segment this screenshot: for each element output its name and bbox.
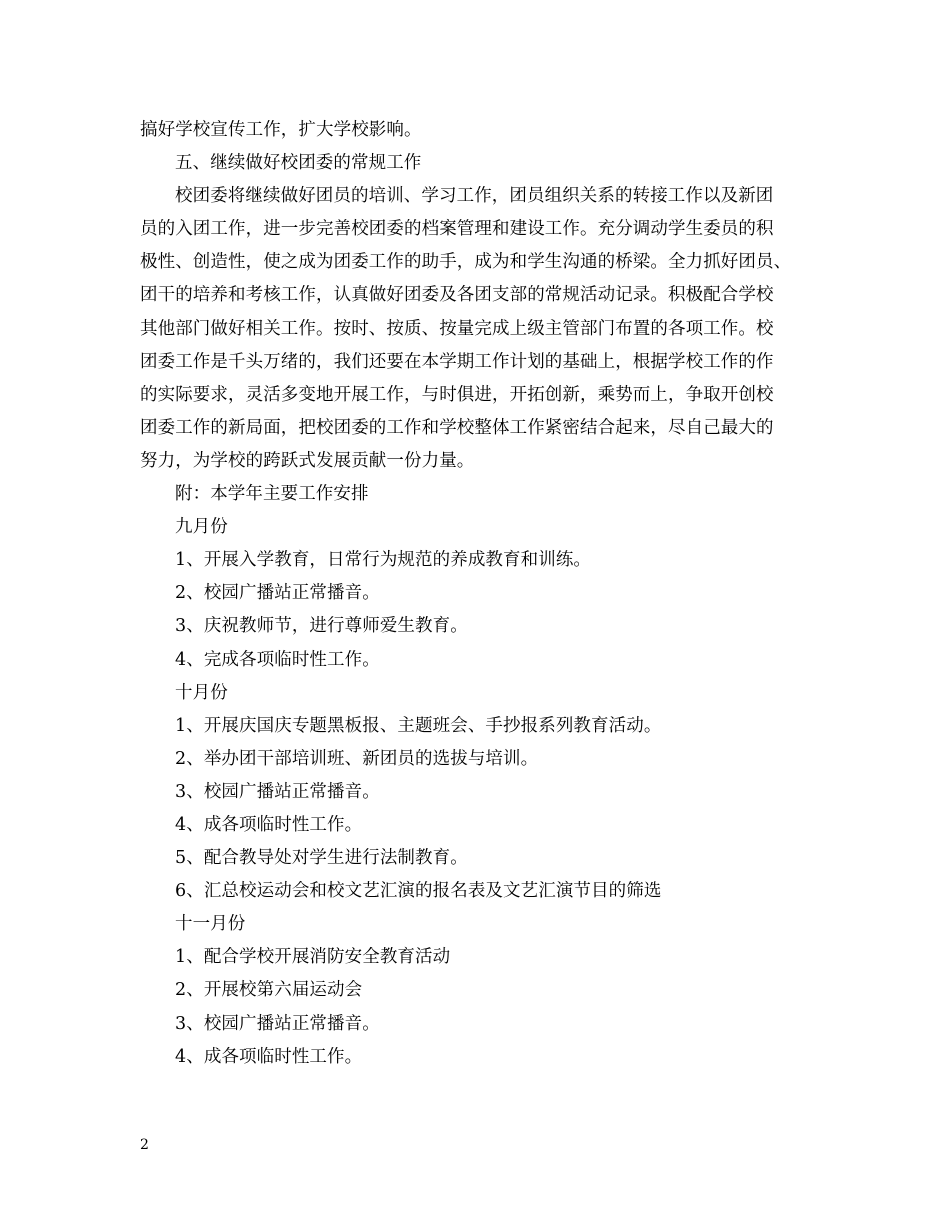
text-line-4: 员的入团工作，进一步完善校团委的档案管理和建设工作。充分调动学生委员的积 (140, 219, 774, 240)
text-line-11: 努力，为学校的跨跃式发展贡献一份力量。 (140, 450, 475, 471)
list-item: 6、汇总校运动会和校文艺汇演的报名表及文艺汇演节目的筛选 (175, 881, 662, 902)
list-item: 4、成各项临时性工作。 (175, 814, 363, 835)
appendix-heading: 附：本学年主要工作安排 (175, 484, 369, 505)
text-line-9: 的实际要求，灵活多变地开展工作，与时俱进，开拓创新，乘势而上，争取开创校 (140, 384, 774, 405)
text-line-7: 其他部门做好相关工作。按时、按质、按量完成上级主管部门布置的各项工作。校 (140, 318, 774, 339)
list-item: 1、开展入学教育，日常行为规范的养成教育和训练。 (175, 550, 592, 571)
list-item: 4、成各项临时性工作。 (175, 1046, 363, 1067)
page-number: 2 (140, 1137, 149, 1153)
list-item: 3、校园广播站正常播音。 (175, 781, 380, 802)
list-item: 3、庆祝教师节，进行尊师爱生教育。 (175, 616, 468, 637)
list-item: 3、校园广播站正常播音。 (175, 1013, 380, 1034)
list-item: 1、配合学校开展消防安全教育活动 (175, 947, 451, 968)
month-heading-october: 十月份 (175, 682, 228, 703)
section-heading-5: 五、继续做好校团委的常规工作 (175, 153, 422, 174)
text-line-3: 校团委将继续做好团员的培训、学习工作，团员组织关系的转接工作以及新团 (175, 186, 774, 207)
text-line-10: 团委工作的新局面，把校团委的工作和学校整体工作紧密结合起来，尽自己最大的 (140, 417, 774, 438)
text-line-6: 团干的培养和考核工作，认真做好团委及各团支部的常规活动记录。积极配合学校 (140, 285, 774, 306)
list-item: 2、开展校第六届运动会 (175, 980, 363, 1001)
list-item: 2、校园广播站正常播音。 (175, 583, 380, 604)
list-item: 4、完成各项临时性工作。 (175, 649, 380, 670)
text-line-1: 搞好学校宣传工作，扩大学校影响。 (140, 120, 422, 140)
month-heading-september: 九月份 (175, 517, 228, 538)
list-item: 5、配合教导处对学生进行法制教育。 (175, 848, 468, 869)
text-line-5: 极性、创造性，使之成为团委工作的助手，成为和学生沟通的桥梁。全力抓好团员、 (140, 252, 792, 273)
list-item: 1、开展庆国庆专题黑板报、主题班会、手抄报系列教育活动。 (175, 715, 662, 736)
document-body (140, 114, 815, 1074)
text-line-8: 团委工作是千头万绪的，我们还要在本学期工作计划的基础上，根据学校工作的作 (140, 351, 774, 372)
list-item: 2、举办团干部培训班、新团员的选拔与培训。 (175, 748, 539, 769)
month-heading-november: 十一月份 (175, 914, 246, 935)
